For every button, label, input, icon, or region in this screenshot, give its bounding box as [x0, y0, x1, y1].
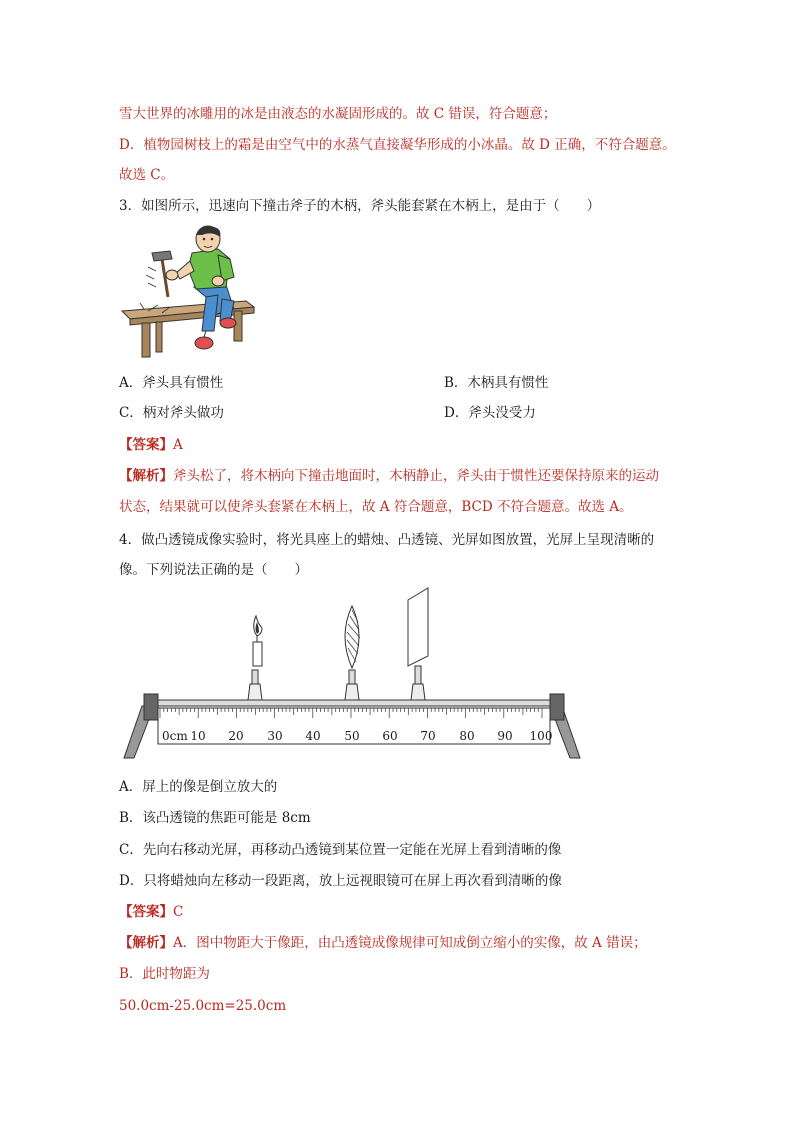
analysis-line-3: 故选 C。: [119, 167, 175, 183]
ruler-label-10: 10: [190, 729, 206, 743]
optical-bench-diagram: [118, 586, 588, 764]
answer-value: C: [173, 904, 184, 920]
ruler-label-20: 20: [228, 729, 244, 743]
ruler-label-30: 30: [267, 729, 283, 743]
q3-option-d: D．斧头没受力: [444, 405, 536, 421]
q4-formula: 50.0cm-25.0cm=25.0cm: [119, 998, 287, 1014]
q3-option-c: C．柄对斧头做功: [119, 405, 224, 421]
ruler-label-90: 90: [497, 729, 513, 743]
q4-answer: [119, 903, 183, 921]
analysis-text: 斧头松了，将木柄向下撞击地面时，木柄静止，斧头由于惯性还要保持原来的运动: [173, 468, 659, 484]
q3-analysis-1: [119, 467, 659, 485]
q3-answer: [119, 436, 183, 454]
analysis-line-2: D．植物园树枝上的霜是由空气中的水蒸气直接凝华形成的小冰晶。故 D 正确，不符合题意。: [119, 137, 676, 153]
ruler-label-60: 60: [382, 729, 398, 743]
ruler-label-50: 50: [344, 729, 360, 743]
q4-option-d: D．只将蜡烛向左移动一段距离，放上远视眼镜可在屏上再次看到清晰的像: [119, 873, 562, 889]
q3-option-b: B．木柄具有惯性: [444, 375, 549, 391]
q3-option-a: A．斧头具有惯性: [119, 375, 224, 391]
q4-option-c: C．先向右移动光屏，再移动凸透镜到某位置一定能在光屏上看到清晰的像: [119, 842, 562, 858]
analysis-tag: 【解析】: [119, 468, 173, 484]
answer-tag: 【答案】: [119, 904, 173, 920]
q4-analysis-2: B．此时物距为: [119, 966, 210, 982]
candle: [248, 616, 262, 700]
ruler-label-0: 0cm: [162, 729, 188, 743]
analysis-text: A．图中物距大于像距，由凸透镜成像规律可知成倒立缩小的实像，故 A 错误；: [173, 935, 647, 951]
q4-analysis-1: [119, 934, 647, 952]
question-4-stem-2: 像。下列说法正确的是（ ）: [119, 562, 308, 578]
q4-option-b: B．该凸透镜的焦距可能是 8cm: [119, 810, 311, 826]
ruler-label-40: 40: [305, 729, 321, 743]
axe-illustration: [118, 225, 258, 360]
answer-tag: 【答案】: [119, 437, 173, 453]
analysis-line-1: 雪大世界的冰雕用的冰是由液态的水凝固形成的。故 C 错误，符合题意；: [119, 106, 557, 122]
ruler-label-80: 80: [459, 729, 475, 743]
q3-analysis-2: 状态，结果就可以使斧头套紧在木柄上，故 A 符合题意，BCD 不符合题意。故选 A。: [119, 499, 633, 515]
q4-option-a: A．屏上的像是倒立放大的: [119, 779, 278, 795]
answer-value: A: [173, 437, 183, 453]
analysis-tag: 【解析】: [119, 935, 173, 951]
convex-lens: [345, 606, 360, 700]
question-4-stem-1: 4．做凸透镜成像实验时，将光具座上的蜡烛、凸透镜、光屏如图放置，光屏上呈现清晰的: [119, 532, 655, 548]
question-3-stem: 3．如图所示，迅速向下撞击斧子的木柄，斧头能套紧在木柄上，是由于（ ）: [119, 198, 601, 214]
ruler-label-70: 70: [420, 729, 436, 743]
ruler-label-100: 100: [529, 729, 553, 743]
light-screen: [408, 588, 428, 700]
